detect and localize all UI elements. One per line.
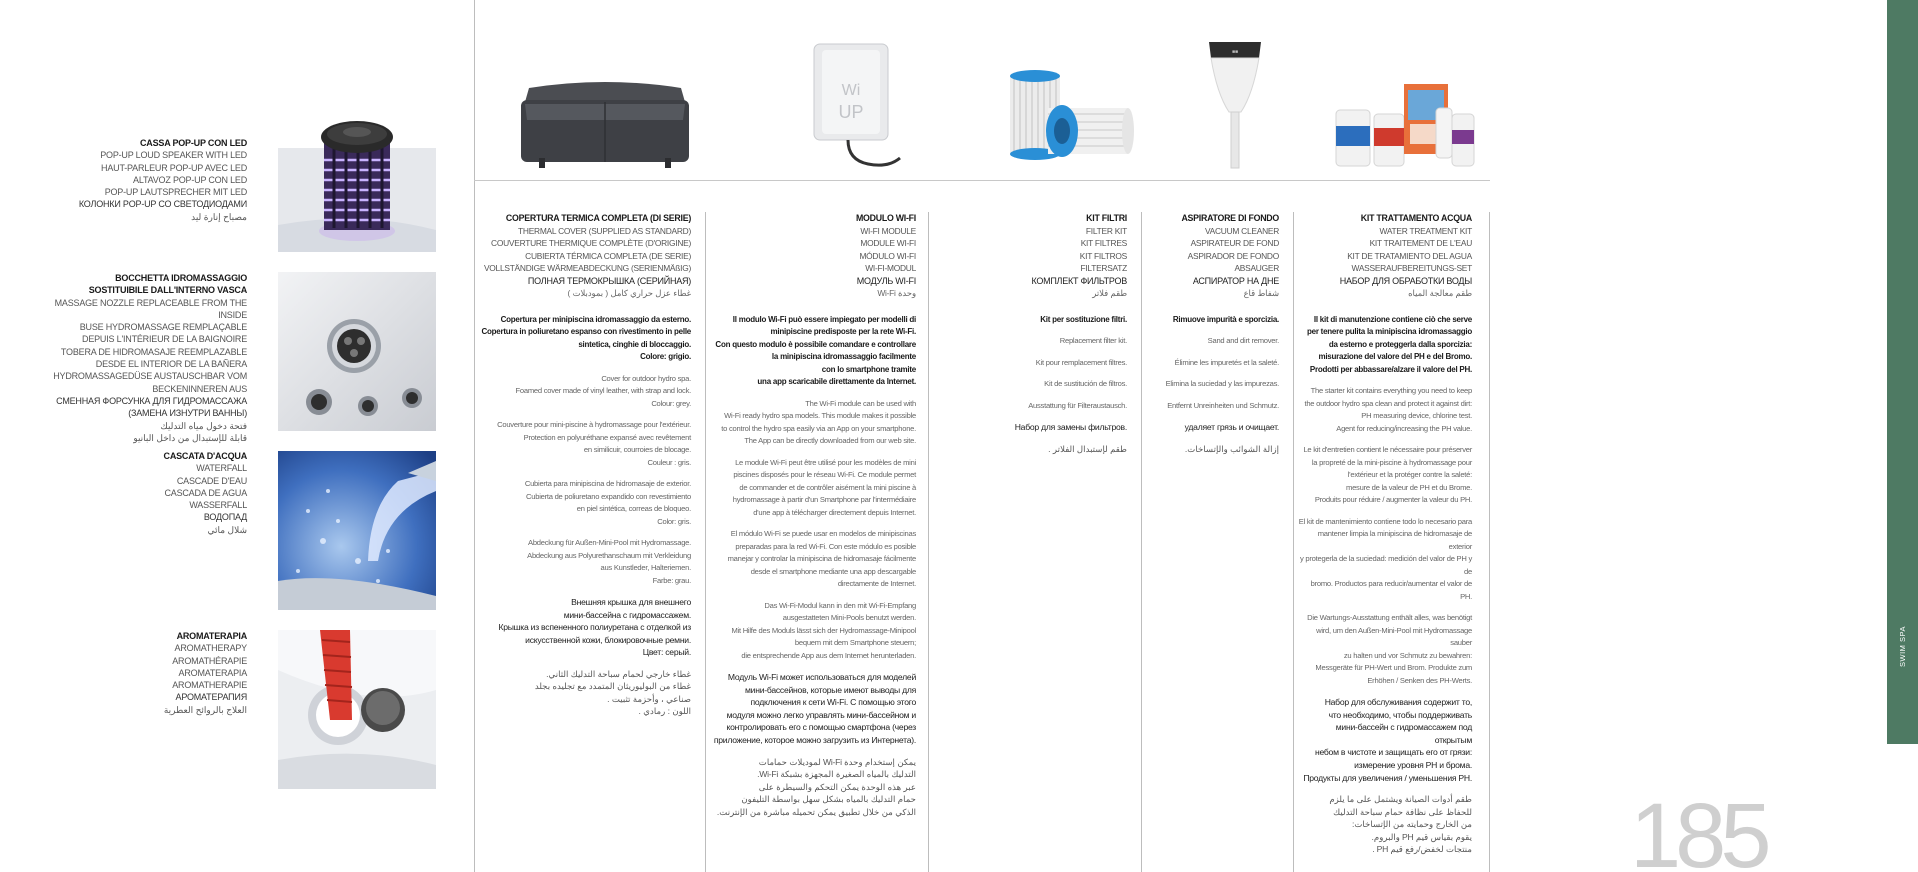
feature-name-fr-2: DEPUIS L'INTÉRIEUR DE LA BAIGNOIRE (82, 334, 247, 345)
product-title: KIT FILTRI (1086, 213, 1127, 223)
product-title: KIT TRATTAMENTO ACQUA (1360, 213, 1472, 223)
wifi-module-image (808, 40, 908, 175)
desc-es: manejar y controlar la minipiscina de hidromasaje fácilmente (727, 554, 916, 563)
desc-en: Sand and dirt remover. (1207, 336, 1279, 345)
feature-name-en: MASSAGE NOZZLE REPLACEABLE FROM THE INSIDE (54, 297, 247, 320)
desc-de: Mit Hilfe des Moduls lässt sich der Hydromassage-Minipool (731, 625, 916, 635)
product-name-de: WI-FI-MODUL (865, 263, 916, 273)
desc-ar: إزالة الشوائب والإتساخات. (1184, 443, 1279, 454)
desc-ru: мини-бассейна с гидромассажем. (563, 609, 691, 620)
feature-name-ru: ВОДОПАД (203, 512, 247, 523)
desc-it: Con questo modulo è possibile comandare e controllare (715, 339, 916, 349)
feature-name-es: ALTAVOZ POP-UP CON LED (133, 174, 247, 185)
feature-name-ru-2: (ЗАМЕНА ИЗНУТРИ ВАННЫ) (128, 408, 247, 419)
desc-ru: приложение, которое можно загрузить из Интернета). (713, 734, 916, 745)
product-name-en: WI-FI MODULE (860, 225, 916, 236)
desc-fr: mesure de la valeur de PH et du Brome. (1346, 482, 1472, 492)
desc-it: una app scaricabile direttamente da Internet. (757, 377, 916, 386)
desc-es: y protegerla de la suciedad: medición del valor de PH y de (1300, 554, 1472, 576)
feature-popup-speaker (40, 137, 247, 223)
product-name-ru: НАБОР ДЛЯ ОБРАБОТКИ ВОДЫ (1339, 275, 1472, 286)
desc-ar: طقم أدوات الصيانة ويشتمل على ما يلزم (1329, 794, 1472, 805)
desc-ru: Модуль Wi-Fi может использоваться для моделей (727, 672, 916, 682)
feature-waterfall (40, 450, 247, 536)
desc-ru: что необходимо, чтобы поддерживать (1328, 709, 1472, 720)
product-name-ru: КОМПЛЕКТ ФИЛЬТРОВ (1031, 275, 1127, 286)
product-name-en: FILTER KIT (1085, 225, 1127, 236)
feature-title: BOCCHETTA IDROMASSAGGIO (115, 273, 247, 283)
desc-ar: الذكي من خلال تطبيق يمكن تحميله مباشرة من الإنترنت. (716, 806, 916, 817)
desc-fr: la propreté de la mini-piscine à hydromassage pour (1311, 457, 1472, 467)
desc-it: da esterno e proteggerla dalla sporcizia: (1328, 339, 1472, 349)
svg-text:Wi: Wi (841, 82, 861, 99)
feature-name-ru: КОЛОНКИ POP-UP СО СВЕТОДИОДАМИ (78, 199, 247, 210)
divider-col-1 (705, 212, 706, 872)
desc-it: misurazione del valore del PH e del Bromo. (1318, 352, 1472, 361)
product-name-fr: KIT FILTRES (1080, 238, 1127, 248)
desc-es: Elimina la suciedad y las impurezas. (1165, 379, 1279, 388)
desc-it: per tenere pulita la minipiscina idromassaggio (1307, 327, 1472, 336)
product-name-de: VOLLSTÄNDIGE WÄRMEABDECKUNG (SERIENMÄßIG) (483, 263, 691, 273)
desc-ru: модуля можно легко управлять мини-бассейном и (726, 709, 916, 720)
feature-name-de: WASSERFALL (189, 500, 247, 511)
svg-text:UP: UP (838, 102, 864, 122)
filter-kit-image (1004, 70, 1134, 171)
desc-es: El módulo Wi-Fi se puede usar en modelos de minipiscinas (730, 529, 916, 538)
desc-fr: Protection en polyuréthane expansé avec revêtement (523, 432, 691, 442)
product-name-ar: طقم فلاتر (1092, 288, 1127, 298)
desc-ar: غطاء خارجي لحمام سباحة التدليك الثاني. (546, 668, 691, 679)
desc-de: Abdeckung für Außen-Mini-Pool mit Hydromassage. (528, 538, 691, 547)
section-side-tab (1887, 0, 1918, 744)
desc-de: Messgeräte für PH-Wert und Brom. Produkte zum (1315, 663, 1472, 672)
feature-title: CASSA POP-UP CON LED (139, 138, 247, 148)
product-name-ar: وحدة Wi-Fi (877, 288, 916, 298)
desc-de: ausgestatteten Mini-Pools benutzt werden. (782, 613, 916, 622)
desc-en: Colour: grey. (651, 398, 691, 408)
divider-horizontal (474, 180, 1490, 181)
product-name-fr: COUVERTURE THERMIQUE COMPLÈTE (D'ORIGINE) (491, 238, 691, 248)
product-name-ar: غطاء عزل حراري كامل ( بمودبلات ) (567, 288, 691, 298)
desc-fr: Kit pour remplacement filtres. (1035, 357, 1127, 367)
desc-ru: контролировать его с помощью смартфона (через (726, 722, 916, 733)
desc-de: Das Wi-Fi-Modul kann in den mit Wi-Fi-Empfang (764, 600, 916, 610)
desc-fr: Couverture pour mini-piscine à hydromassage pour l'extérieur. (497, 420, 691, 429)
massage-nozzle-photo (278, 272, 436, 431)
desc-it: Copertura in poliuretano espanso con rivestimento in pelle (481, 327, 691, 336)
product-name-fr: MODULE WI-FI (860, 238, 916, 248)
desc-it: sintetica, cinghie di bloccaggio. (578, 339, 691, 349)
desc-en: The Wi-Fi module can be used with (805, 398, 916, 408)
desc-ar: حمام التدليك بالمياه بشكل سهل بواسطة التليفون (741, 794, 916, 805)
divider-main (474, 0, 475, 872)
desc-ar: التدليك بالمياه الصغيرة المجهزة بشبكة Wi-Fi. (757, 769, 916, 780)
desc-ar: غطاء من البوليوريثان المتمدد مع تجليده بجلد (534, 681, 691, 692)
desc-en: The App can be directly downloaded from our web site. (744, 436, 916, 445)
product-name-es: ASPIRADOR DE FONDO (1187, 250, 1279, 261)
desc-en: to control the hydro spa easily via an App on your smartphone. (721, 423, 916, 433)
desc-it: Copertura per minipiscina idromassaggio da esterno. (500, 314, 691, 324)
desc-it: la minipiscina idromassaggio facilmente (771, 352, 916, 361)
desc-fr: Couleur : gris. (647, 457, 691, 467)
desc-de: Abdeckung aus Polyurethanschaum mit Verkleidung (527, 550, 691, 560)
desc-ar: عبر هذه الوحدة يمكن التحكم والسيطرة على (758, 781, 916, 792)
desc-en: Cover for outdoor hydro spa. (601, 373, 691, 383)
desc-en: Wi-Fi ready hydro spa models. This module makes it possible (724, 411, 916, 420)
desc-de: Die Wartungs-Ausstattung enthält alles, was benötigt (1307, 613, 1472, 622)
waterfall-photo (278, 451, 436, 610)
thermal-cover-image (515, 80, 695, 177)
desc-it: Rimuove impurità e sporcizia. (1172, 314, 1279, 324)
feature-name-fr: BUSE HYDROMASSAGE REMPLAÇABLE (79, 322, 247, 333)
feature-name-ar: فتحة دخول مياه التدليك (160, 420, 247, 431)
desc-ru: небом в чистоте и защищать его от грязи: (1314, 747, 1472, 758)
divider-col-2 (928, 212, 929, 872)
desc-ar: للحفاظ على نظافة حمام سباحة التدليك (1333, 806, 1472, 817)
desc-ru: Набор для обслуживания содержит то, (1324, 697, 1472, 707)
feature-title: AROMATERAPIA (176, 631, 247, 641)
feature-name-en: AROMATHERAPY (174, 643, 247, 654)
desc-es: Kit de sustitución de filtros. (1044, 379, 1127, 388)
desc-fr: piscines disposés pour le réseau Wi-Fi. Ce module permet (733, 470, 916, 479)
feature-name-de: AROMATHERAPIE (172, 680, 247, 691)
desc-it: Prodotti per abbassare/alzare il valore del PH. (1309, 364, 1472, 374)
product-name-ru: ПОЛНАЯ ТЕРМОКРЫШКА (СЕРИЙНАЯ) (527, 275, 691, 286)
product-name-en: THERMAL COVER (SUPPLIED AS STANDARD) (518, 225, 691, 236)
product-name-es: MÓDULO WI-FI (859, 250, 916, 261)
popup-speaker-photo (278, 110, 436, 252)
desc-en: Agent for reducing/increasing the PH value. (1336, 423, 1472, 433)
desc-es: Cubierta de poliuretano expandido con revestimiento (526, 491, 691, 501)
product-name-de: ABSAUGER (1234, 263, 1279, 273)
desc-ru: измерение уровня PH и брома. (1354, 759, 1472, 770)
feature-name-fr: HAUT-PARLEUR POP-UP AVEC LED (101, 162, 247, 173)
product-name-es: KIT FILTROS (1079, 250, 1127, 261)
desc-fr: l'extérieur et la protéger contre la saleté: (1347, 470, 1472, 479)
desc-de: Entfernt Unreinheiten und Schmutz. (1167, 400, 1279, 410)
desc-es: bromo. Productos para reducir/aumentar el valor de PH. (1310, 579, 1472, 601)
desc-es: Cubierta para minipiscina de hidromasaje de exterior. (524, 479, 691, 488)
desc-es: directamente de Internet. (837, 579, 916, 588)
desc-fr: de commander et de contrôler aisément la mini piscine à (739, 482, 916, 492)
feature-name-ar: مصباح إنارة ليد (191, 211, 247, 222)
divider-col-5 (1489, 212, 1490, 872)
product-vacuum-cleaner (1148, 212, 1279, 455)
desc-en: Foamed cover made of vinyl leather, with strap and lock. (515, 386, 691, 395)
desc-es: en piel sintética, correas de bloqueo. (576, 504, 691, 513)
desc-de: Farbe: grau. (652, 575, 691, 585)
desc-es: preparadas para la red Wi-Fi. Con este módulo es posible (735, 541, 916, 551)
feature-name-en: POP-UP LOUD SPEAKER WITH LED (100, 150, 247, 161)
desc-it: Il modulo Wi-Fi può essere impiegato per modelli di (732, 314, 916, 324)
desc-en: The starter kit contains everything you need to keep (1310, 386, 1472, 395)
feature-name-ar: شلال مائي (207, 524, 247, 535)
product-name-fr: ASPIRATEUR DE FOND (1190, 238, 1279, 248)
desc-de: Erhöhen / Senken des PH-Werts. (1367, 675, 1472, 685)
product-thermal-cover (480, 212, 691, 718)
feature-name-de: POP-UP LAUTSPRECHER MIT LED (104, 187, 247, 198)
product-title: ASPIRATORE DI FONDO (1181, 213, 1279, 223)
feature-name-fr: AROMATHÉRAPIE (172, 655, 247, 666)
feature-name-fr: CASCADE D'EAU (176, 475, 247, 486)
feature-title-2: SOSTITUIBILE DALL'INTERNO VASCA (88, 285, 247, 296)
desc-fr: d'une app à télécharger directement depuis Internet. (753, 507, 916, 517)
divider-col-4 (1293, 212, 1294, 872)
product-name-ru: АСПИРАТОР НА ДНЕ (1192, 275, 1279, 286)
page-number: 185 (1630, 785, 1766, 872)
desc-de: Ausstattung für Filteraustausch. (1028, 400, 1127, 410)
desc-it: Il kit di manutenzione contiene ciò che serve (1313, 314, 1472, 324)
desc-es: mantener limpia la minipiscina de hidromasaje de exterior (1317, 529, 1472, 551)
feature-name-es-2: DESDE EL INTERIOR DE LA BAÑERA (95, 359, 247, 370)
vacuum-cleaner-image (1205, 36, 1265, 181)
desc-en: Replacement filter kit. (1059, 336, 1127, 345)
product-wifi-module (710, 212, 916, 818)
product-title: COPERTURA TERMICA COMPLETA (DI SERIE) (505, 213, 691, 223)
desc-fr: Le module Wi-Fi peut être utilisé pour les modèles de mini (735, 457, 916, 467)
water-treatment-kit-image (1328, 80, 1478, 177)
feature-massage-nozzle (40, 272, 247, 444)
product-name-ru: МОДУЛЬ WI-FI (856, 275, 916, 286)
product-name-ar: شفاط قاع (1243, 288, 1279, 298)
desc-de: aus Kunstleder, Halteriemen. (600, 563, 691, 572)
desc-ru: Набор для замены фильтров. (1014, 422, 1127, 432)
desc-ru: мини-бассейнов, которые имеют выводы для (745, 684, 916, 695)
desc-it: minipiscine predisposte per la rete Wi-Fi. (770, 327, 916, 336)
feature-name-ar-2: قابلة للإستبدال من داخل البانيو (133, 432, 247, 443)
svg-text:■■: ■■ (1231, 49, 1239, 55)
desc-ru: искусственной кожи, блокировочные ремни. (525, 634, 691, 645)
feature-name-ru: СМЕННАЯ ФОРСУНКА ДЛЯ ГИДРОМАССАЖА (56, 395, 247, 406)
desc-ar: يقوم بقياس قيم PH والبروم. (1371, 831, 1472, 842)
product-name-en: WATER TREATMENT KIT (1379, 225, 1472, 236)
desc-en: the outdoor hydro spa clean and protect it against dirt: (1304, 398, 1472, 408)
feature-name-ru: АРОМАТЕРАПИЯ (175, 692, 247, 703)
feature-aromatherapy (40, 630, 247, 716)
feature-name-es: TOBERA DE HIDROMASAJE REEMPLAZABLE (60, 346, 247, 357)
feature-name-en: WATERFALL (196, 463, 247, 474)
desc-es: Color: gris. (657, 516, 691, 526)
desc-en: PH measuring device, chlorine test. (1361, 411, 1472, 420)
desc-ru: удаляет грязь и очищает. (1184, 422, 1279, 432)
desc-ru: мини-бассейн с гидромассажем под открытым (1335, 722, 1472, 745)
feature-name-de: HYDROMASSAGEDÜSE AUSTAUSCHBAR VOM (53, 371, 247, 382)
feature-name-de-2: BECKENINNEREN AUS (152, 383, 247, 394)
desc-it: con lo smartphone tramite (821, 364, 916, 374)
desc-de: bequem mit dem Smartphone steuern; (794, 638, 916, 647)
desc-ru: подключения к сети Wi-Fi. С помощью этого (750, 697, 916, 708)
feature-name-es: AROMATERAPIA (178, 667, 247, 678)
product-name-de: WASSERAUFBEREITUNGS-SET (1351, 263, 1472, 273)
desc-ru: Внешняя крышка для внешнего (571, 597, 691, 607)
desc-es: El kit de mantenimiento contiene todo lo necesario para (1298, 516, 1472, 526)
desc-fr: en similicuir, courroies de blocage. (583, 445, 691, 454)
aromatherapy-photo (278, 630, 436, 789)
product-name-de: FILTERSATZ (1080, 263, 1127, 273)
desc-es: desde el smartphone mediante una app descargable (750, 566, 916, 576)
desc-ar: منتجات لخفض/رفع قيم PH . (1372, 844, 1472, 855)
desc-ar: طقم لإستبدال الفلاتر . (1048, 443, 1127, 454)
product-filter-kit (935, 212, 1127, 455)
desc-ar: من الخارج وحمايته من الإتساخات: (1351, 819, 1472, 830)
product-name-ar: طقم معالجة المياه (1408, 288, 1472, 298)
product-name-fr: KIT TRAITEMENT DE L'EAU (1369, 238, 1472, 248)
desc-de: die entsprechende App aus dem Internet herunterladen. (741, 650, 916, 660)
desc-de: zu halten und vor Schmutz zu bewahren: (1343, 650, 1472, 660)
desc-fr: Le kit d'entretien contient le nécessaire pour préserver (1303, 445, 1472, 454)
desc-de: wird, um den Außen-Mini-Pool mit Hydromassage sauber (1316, 625, 1472, 647)
desc-fr: Produits pour réduire / augmenter la valeur du PH. (1314, 495, 1472, 504)
divider-col-3 (1141, 212, 1142, 872)
desc-ru: Цвет: серый. (642, 647, 691, 658)
desc-fr: Élimine les impuretés et la saleté. (1174, 357, 1279, 367)
desc-it: Colore: grigio. (640, 352, 691, 361)
feature-name-es: CASCADA DE AGUA (164, 487, 247, 498)
desc-ar: يمكن إستخدام وحدة Wi-Fi لموديلات حمامات (758, 756, 916, 767)
desc-it: Kit per sostituzione filtri. (1040, 314, 1127, 324)
feature-name-ar: العلاج بالروائح العطرية (163, 704, 247, 715)
desc-ru: Крышка из вспененного полиуретана с отделкой из (498, 622, 691, 633)
feature-title: CASCATA D'ACQUA (163, 451, 247, 461)
product-name-es: CUBIERTA TÉRMICA COMPLETA (DE SERIE) (525, 250, 691, 261)
desc-ar: اللون : رمادي . (638, 706, 691, 717)
product-title: MODULO WI-FI (855, 213, 916, 223)
section-side-tab-label: SWIM SPA (1898, 626, 1907, 667)
product-name-es: KIT DE TRATAMIENTO DEL AGUA (1347, 250, 1472, 261)
desc-ar: صناعي ، وأحزمة تثبيت . (607, 693, 691, 704)
desc-fr: hydromassage à partir d'un Smartphone par l'intermédiaire (732, 495, 916, 504)
desc-ru: Продукты для увеличения / уменьшения PH. (1303, 772, 1472, 783)
product-name-en: VACUUM CLEANER (1204, 225, 1279, 236)
product-water-treatment-kit (1298, 212, 1472, 856)
